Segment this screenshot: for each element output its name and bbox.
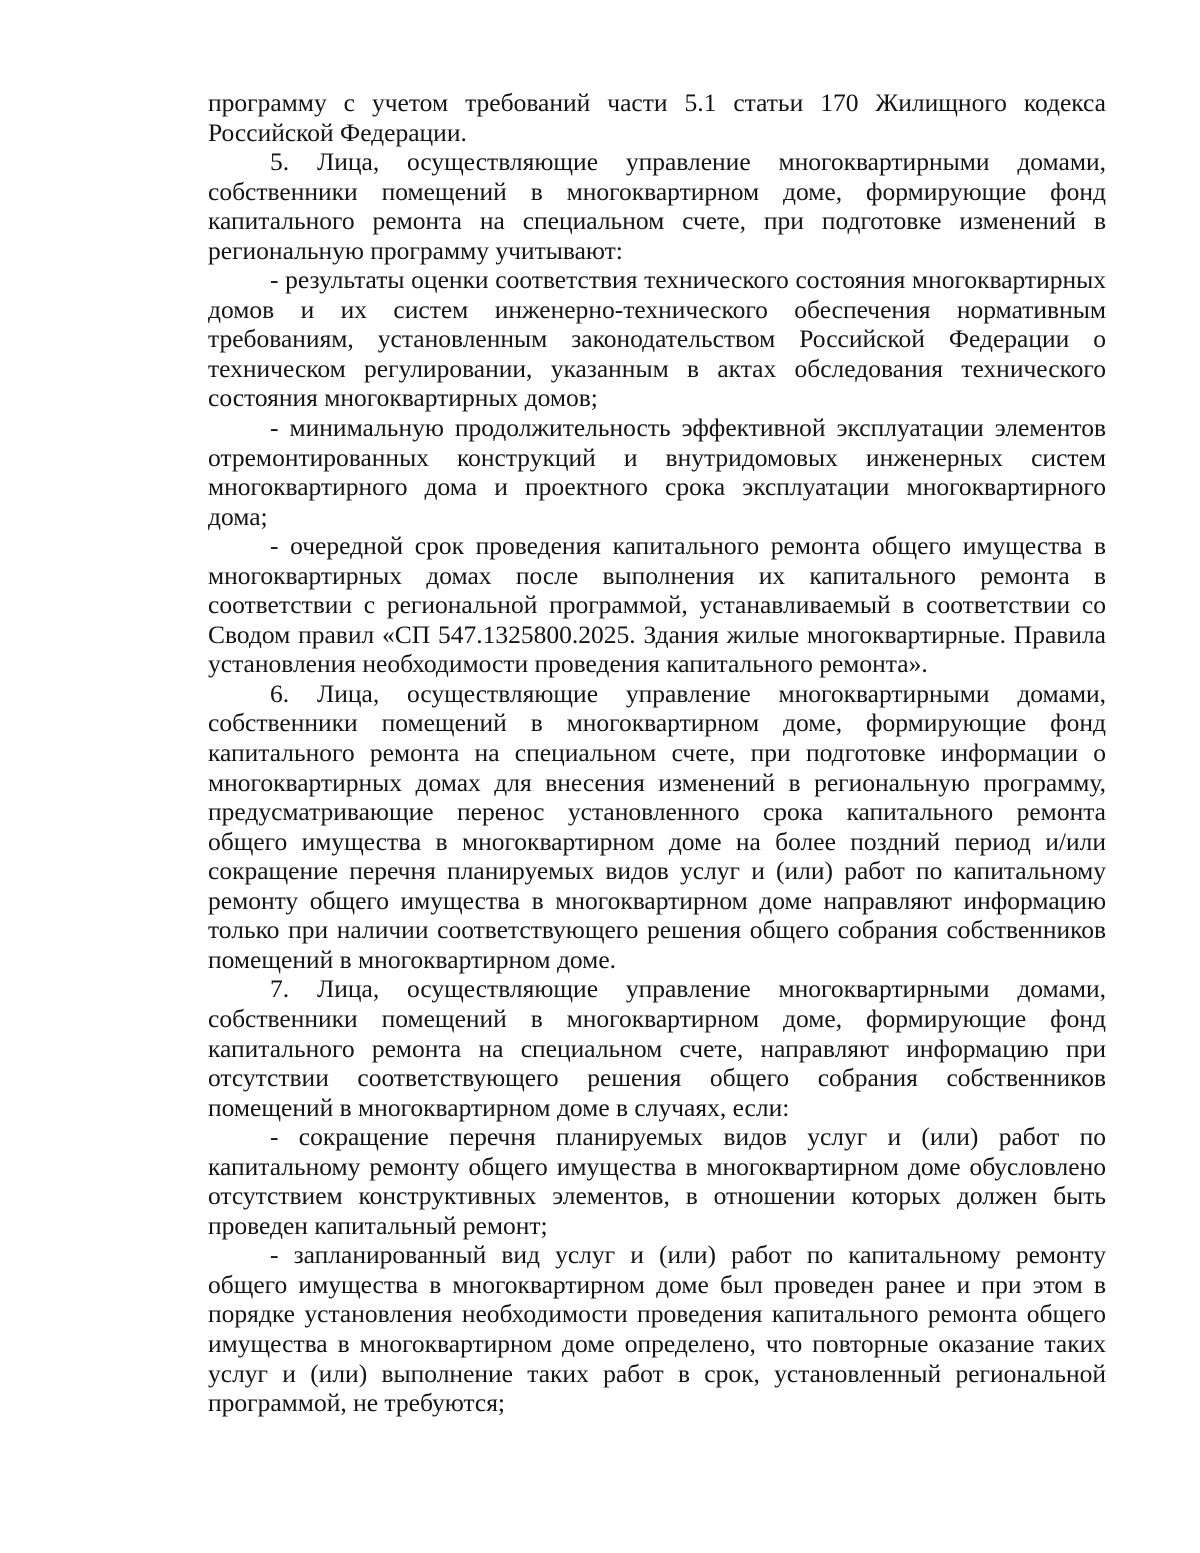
bullet-next-repair-term: - очередной срок проведения капитального ремонта общего имущества в многоквартирных домах после выполнения их капитального ремонта в соответствии с региональной программой, устанавливаемый в соответствии со Сводом правил «СП 547.1325800.2025. Здания жилые многоквартирные. Правила установления необходимости проведения капитального ремонта».: [208, 531, 1106, 679]
paragraph-item-6: 6. Лица, осуществляющие управление многоквартирными домами, собственники помещений в многоквартирном доме, формирующие фонд капитального ремонта на специальном счете, при подготовке информации о многоквартирных домах для внесения изменений в региональную программу, предусматривающие перенос установленного срока капитального ремонта общего имущества в многоквартирном доме на более поздний период и/или сокращение перечня планируемых видов услуг и (или) работ по капитальному ремонту общего имущества в многоквартирном доме направляют информацию только при наличии соответствующего решения общего собрания собственников помещений в многоквартирном доме.: [208, 678, 1106, 974]
bullet-work-done-earlier: - запланированный вид услуг и (или) работ по капитальному ремонту общего имущества в многоквартирном доме был проведен ранее и при этом в порядке установления необходимости проведения капитального ремонта общего имущества в многоквартирном доме определено, что повторные оказание таких услуг и (или) выполнение таких работ в срок, установленный региональной программой, не требуются;: [208, 1240, 1106, 1418]
paragraph-item-5: 5. Лица, осуществляющие управление многоквартирными домами, собственники помещений в многоквартирном доме, формирующие фонд капитального ремонта на специальном счете, при подготовке изменений в региональную программу учитывают:: [208, 147, 1106, 265]
document-page: [208, 88, 1106, 1418]
bullet-minimal-duration: - минимальную продолжительность эффективной эксплуатации элементов отремонтированных конструкций и внутридомовых инженерных систем многоквартирного дома и проектного срока эксплуатации многоквартирного дома;: [208, 413, 1106, 531]
paragraph-continuation: программу с учетом требований части 5.1 статьи 170 Жилищного кодекса Российской Федерации.: [208, 88, 1106, 147]
bullet-technical-assessment: - результаты оценки соответствия технического состояния многоквартирных домов и их систем инженерно-технического обеспечения нормативным требованиям, установленным законодательством Российской Федерации о техническом регулировании, указанным в актах обследования технического состояния многоквартирных домов;: [208, 265, 1106, 413]
paragraph-item-7: 7. Лица, осуществляющие управление многоквартирными домами, собственники помещений в многоквартирном доме, формирующие фонд капитального ремонта на специальном счете, направляют информацию при отсутствии соответствующего решения общего собрания собственников помещений в многоквартирном доме в случаях, если:: [208, 974, 1106, 1122]
bullet-reduced-list: - сокращение перечня планируемых видов услуг и (или) работ по капитальному ремонту общего имущества в многоквартирном доме обусловлено отсутствием конструктивных элементов, в отношении которых должен быть проведен капитальный ремонт;: [208, 1122, 1106, 1240]
